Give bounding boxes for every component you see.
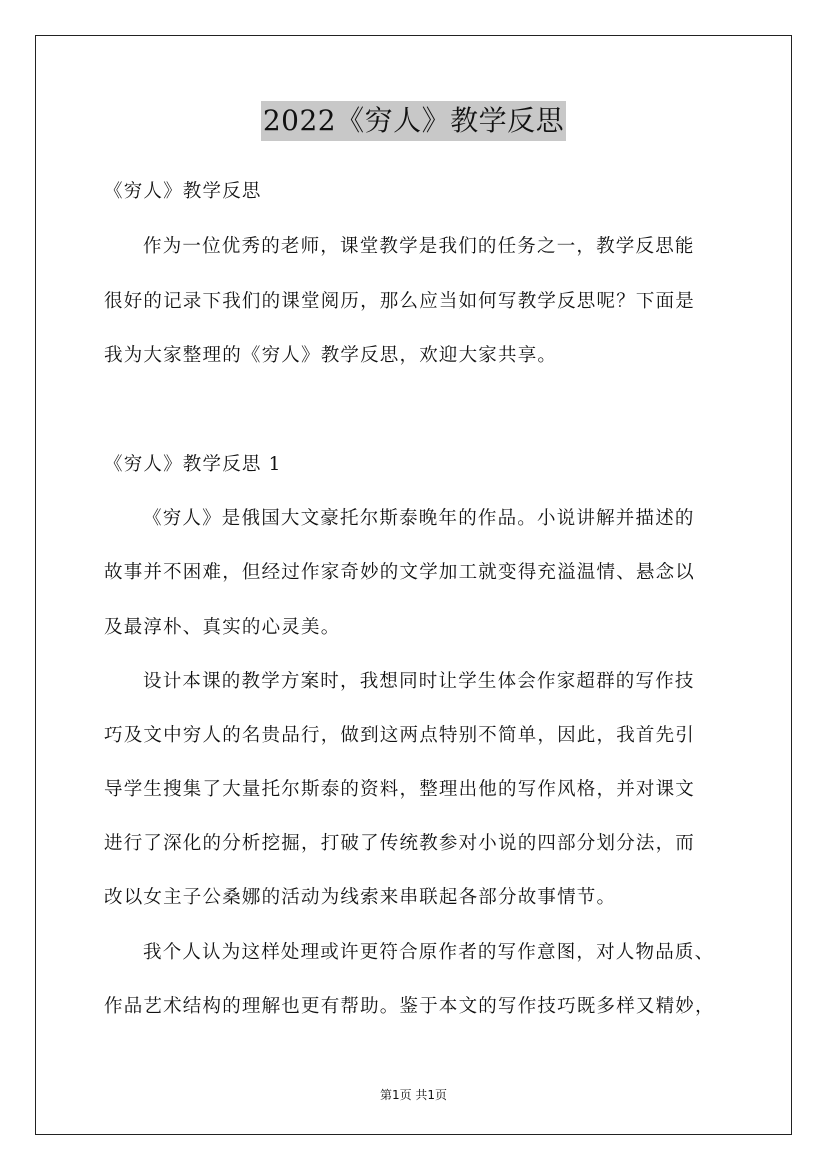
title-container: [0, 101, 827, 141]
para2-line-1: 设计本课的教学方案时，我想同时让学生体会作家超群的写作技: [143, 671, 695, 692]
para2-line-3: 导学生搜集了大量托尔斯泰的资料，整理出他的写作风格，并对课文: [104, 779, 696, 800]
page-footer: 第1页 共1页: [379, 1088, 448, 1102]
para2-line-5: 改以女主子公桑娜的活动为线索来串联起各部分故事情节。: [104, 887, 617, 908]
subtitle: 《穷人》教学反思: [104, 181, 262, 202]
intro-line-1: 作为一位优秀的老师，课堂教学是我们的任务之一，教学反思能: [143, 236, 695, 257]
para1-line-1: 《穷人》是俄国大文豪托尔斯泰晚年的作品。小说讲解并描述的: [143, 508, 695, 529]
section-title: 《穷人》教学反思 1: [104, 454, 282, 475]
para3-line-2: 作品艺术结构的理解也更有帮助。鉴于本文的写作技巧既多样又精妙，: [104, 996, 715, 1017]
document-title: 2022《穷人》教学反思: [261, 101, 566, 141]
intro-line-3: 我为大家整理的《穷人》教学反思，欢迎大家共享。: [104, 345, 558, 366]
para1-line-2: 故事并不困难，但经过作家奇妙的文学加工就变得充溢温情、悬念以: [104, 562, 696, 583]
para2-line-2: 巧及文中穷人的名贵品行，做到这两点特别不简单，因此，我首先引: [104, 725, 696, 746]
para1-line-3: 及最淳朴、真实的心灵美。: [104, 617, 341, 638]
para3-line-1: 我个人认为这样处理或许更符合原作者的写作意图，对人物品质、: [143, 942, 715, 963]
para2-line-4: 进行了深化的分析挖掘，打破了传统教参对小说的四部分划分法，而: [104, 833, 696, 854]
intro-line-2: 很好的记录下我们的课堂阅历，那么应当如何写教学反思呢？下面是: [104, 291, 696, 312]
